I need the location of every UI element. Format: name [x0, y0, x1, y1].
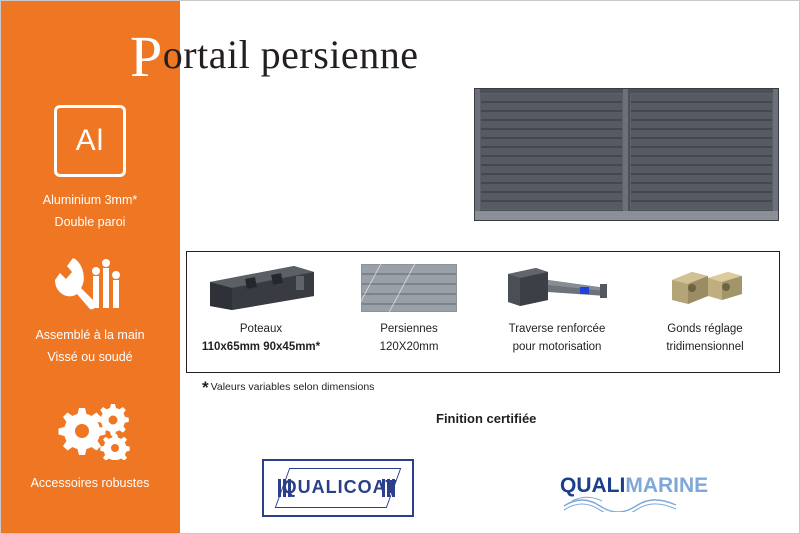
feature-label: Traverse renforcée [508, 323, 606, 335]
footnote-text: Valeurs variables selon dimensions [210, 381, 375, 393]
sidebar-block-accessories [0, 398, 180, 494]
sidebar-block-assembly-caption [0, 324, 180, 368]
qualimarine-wordmark [560, 474, 708, 498]
motor-rail-icon [502, 266, 612, 314]
qualimarine-logo [560, 468, 710, 510]
sidebar-caption-line: Double paroi [54, 215, 126, 229]
sidebar-block-aluminium-caption [0, 189, 180, 233]
page-title [130, 24, 419, 89]
qualimarine-wave-icon [562, 496, 680, 512]
sidebar-caption-line: Vissé ou soudé [47, 350, 133, 364]
gate-post-center [623, 89, 628, 220]
feature-sublabel: pour motorisation [512, 341, 602, 353]
feature-sublabel: 110x65mm 90x45mm* [201, 341, 321, 353]
sidebar-block-accessories-caption [0, 472, 180, 494]
feature-poteaux [187, 252, 335, 372]
sidebar-caption-line: Aluminium 3mm* [42, 193, 138, 207]
feature-traverse-motorisation [483, 252, 631, 372]
feature-label: Poteaux [239, 323, 283, 335]
sidebar-block-aluminium [0, 105, 180, 233]
sidebar-caption-line: Accessoires robustes [30, 476, 150, 490]
feature-label: Gonds réglage [667, 323, 743, 335]
gate-post-right [773, 89, 778, 220]
qualimarine-wordmark-light: MARINE [625, 474, 709, 497]
gate-photo [474, 88, 779, 221]
feature-sublabel: tridimensionnel [666, 341, 744, 353]
feature-label: Persiennes [380, 323, 438, 335]
footnote-star: * [202, 378, 209, 397]
qualicoat-logo [262, 459, 414, 517]
post-profile-icon [202, 262, 320, 314]
aluminium-badge-icon [54, 105, 126, 177]
feature-gonds [631, 252, 779, 372]
gate-post-left [475, 89, 480, 220]
page-title-rest: ortail persienne [162, 32, 419, 77]
qualicoat-wordmark: QUALICOAT [282, 477, 398, 497]
feature-persiennes [335, 252, 483, 372]
sidebar-caption-line: Assemblé à la main [35, 328, 145, 342]
gate-leaf-right [630, 93, 773, 210]
feature-sublabel: 120X20mm [379, 341, 439, 353]
gate-leaf-left [480, 93, 623, 210]
aluminium-badge-label: Al [75, 124, 105, 157]
wrench-tools-icon [0, 250, 180, 312]
hinge-icon [662, 266, 748, 312]
sidebar-block-assembly [0, 250, 180, 368]
footnote [202, 378, 374, 398]
page-title-initial: P [130, 24, 163, 89]
certification-heading: Finition certifiée [436, 411, 537, 426]
louvre-blades-icon [361, 264, 457, 312]
gate-ground [475, 211, 778, 220]
features-box [186, 251, 780, 373]
gears-icon [0, 398, 180, 460]
qualimarine-wordmark-dark: QUALI [560, 474, 626, 497]
